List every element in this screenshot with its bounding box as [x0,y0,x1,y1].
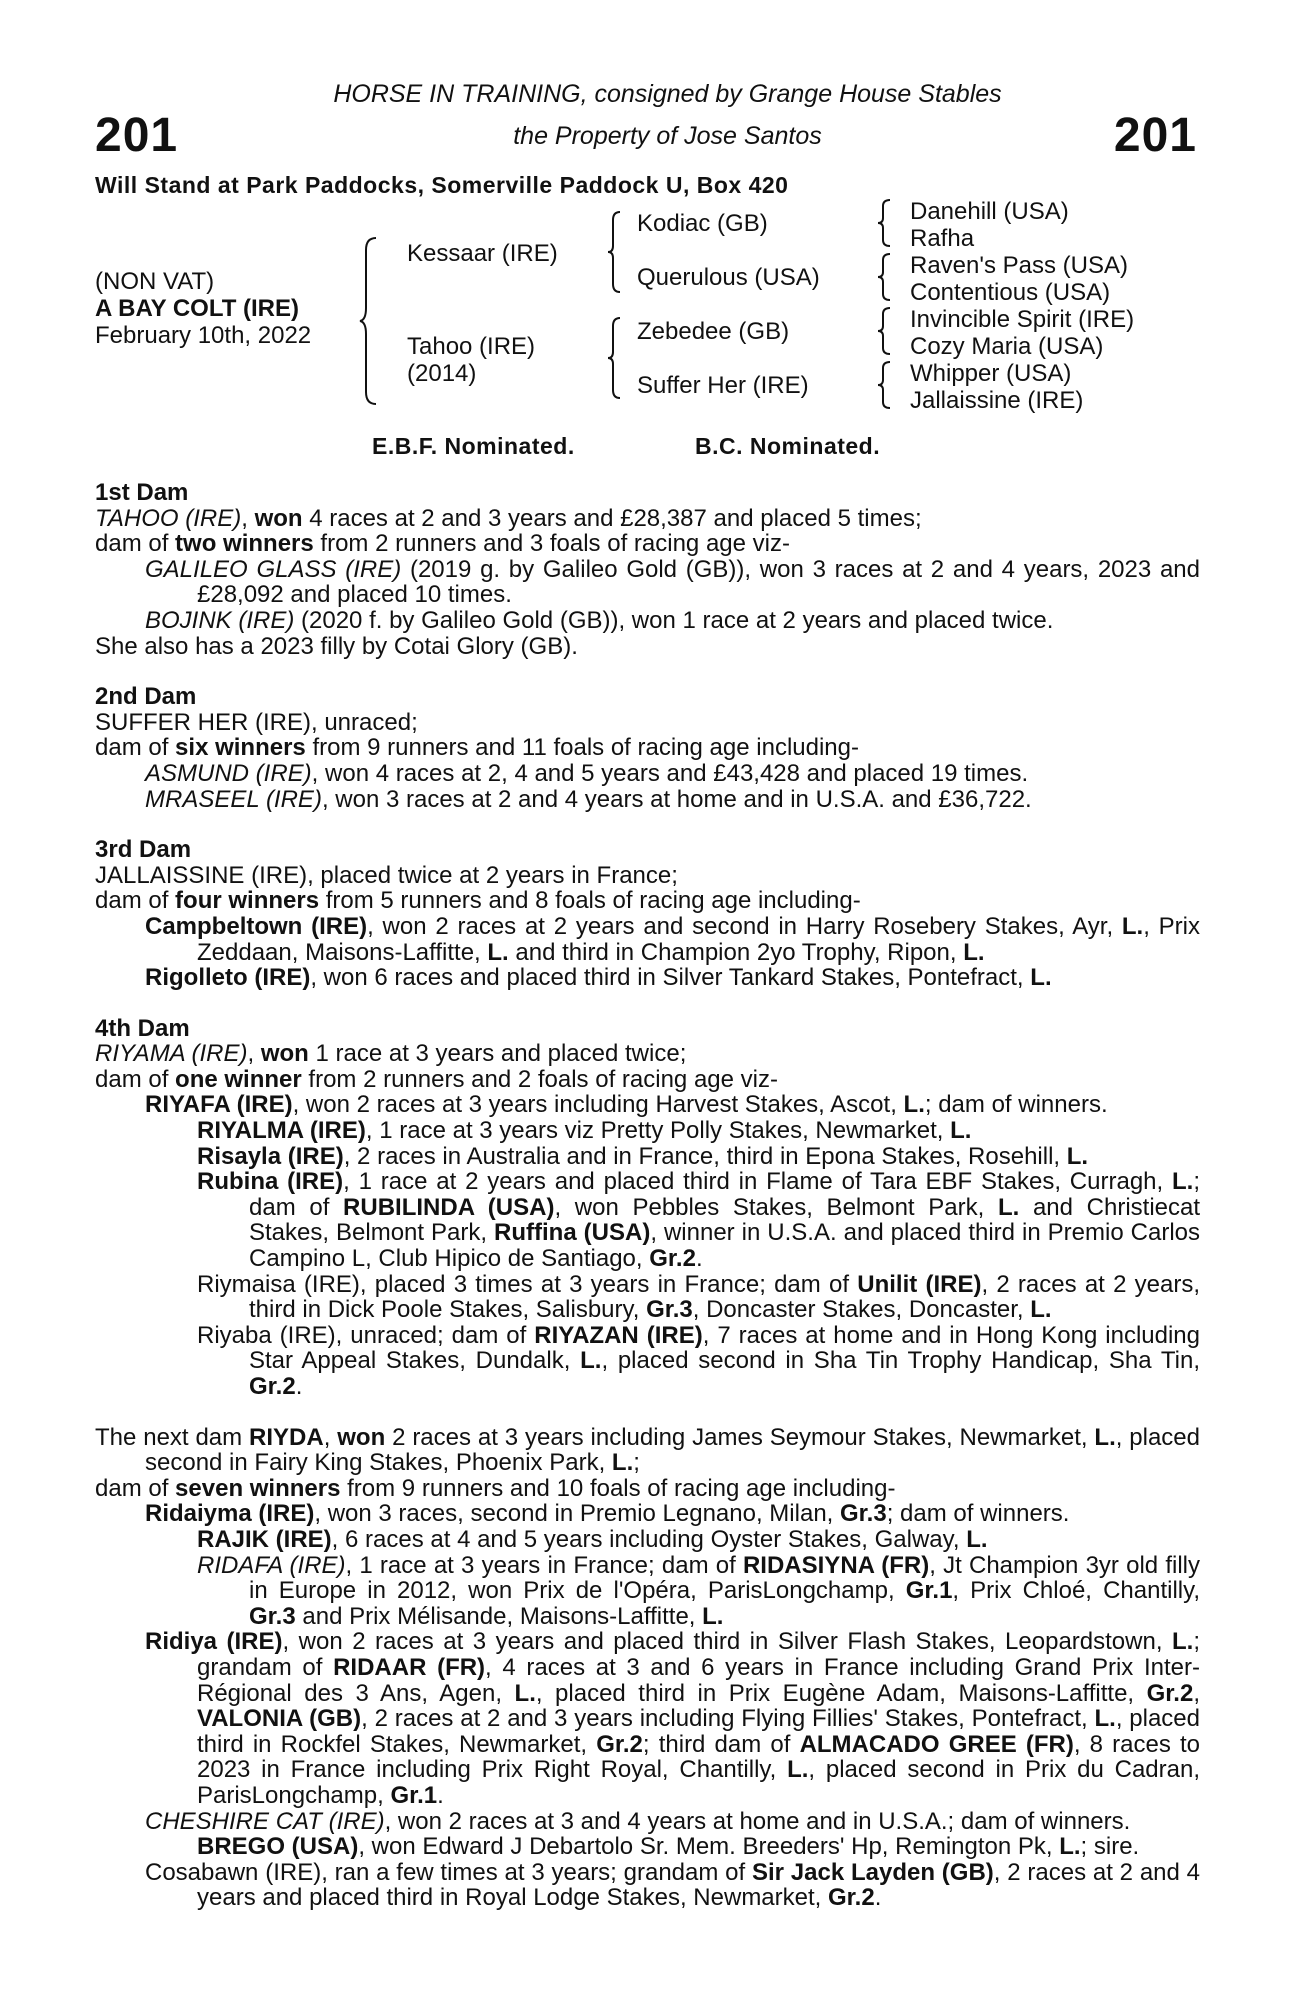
stand-location: Will Stand at Park Paddocks, Somerville Paddock U, Box 420 [95,172,789,198]
bold-text: L. [950,1117,972,1145]
text: JALLAISSINE (IRE), placed twice at 2 years in France; [95,861,678,889]
bold-text: Gr.3 [249,1602,296,1630]
text: (2020 f. by Galileo Gold (GB)), won 1 race at 2 years and placed twice. [294,606,1054,634]
entry-line [95,1501,1200,1527]
entry-line [95,1527,1200,1553]
bold-text: L. [963,938,985,966]
bold-text: RAJIK (IRE) [197,1525,332,1553]
text: , 8 races to 2023 in France including Prix Right Royal, Chantilly, [197,1730,1201,1784]
section-heading: 3rd Dam [95,836,192,864]
text: dam of [95,1065,176,1093]
bold-text: won [337,1423,386,1451]
bold-text: Gr.2 [828,1884,875,1912]
text: , Jt Champion 3yr old filly in Europe in 2012, won Prix de l'Opéra, ParisLongchamp, [249,1551,1200,1605]
bold-text: RIYAFA (IRE) [145,1091,293,1119]
text: from 9 runners and 11 foals of racing age including- [305,734,859,762]
text: , won 6 races and placed third in Silver Tankard Stakes, Pontefract, [310,964,1031,992]
italic-text: GALILEO GLASS (IRE) [145,555,402,583]
bold-text: won [254,504,303,532]
bold-text: six winners [175,734,306,762]
text: ; grandam of [197,1628,1200,1681]
text: from 2 runners and 2 foals of racing age viz- [301,1065,778,1093]
text: ; dam of winners. [886,1500,1070,1528]
bold-text: L. [514,1679,536,1707]
vat-status: (NON VAT) [95,268,215,295]
text: , 2 races at 2 and 4 years and placed third in Royal Lodge Stakes, Newmarket, [197,1858,1201,1912]
entry-line [95,761,1200,787]
pedigree-brace-g2 [876,252,892,302]
bold-text: one winner [175,1065,302,1093]
bold-text: Rubina (IRE) [197,1168,344,1196]
bold-text: BREGO (USA) [197,1833,359,1861]
text: dam of [95,530,176,558]
entry-line [95,1629,1200,1808]
pedigree-brace-g1 [876,198,892,248]
bold-text: Unilit (IRE) [857,1270,982,1298]
text: , placed third in Prix Eugène Adam, Maisons-Laffitte, [535,1679,1147,1707]
granddam-4: Jallaissine (IRE) [910,387,1084,414]
property-header: the Property of Jose Santos [513,122,822,150]
bold-text: seven winners [175,1474,341,1502]
entry-line [95,1092,1200,1118]
dam-sire: Zebedee (GB) [637,318,790,345]
entry-line [95,888,1200,914]
entry-line [95,1860,1200,1911]
text: , [1193,1679,1200,1707]
bold-text: RIYALMA (IRE) [197,1117,366,1145]
ebf-nomination: E.B.F. Nominated. [372,433,575,459]
text: ; third dam of [642,1730,800,1758]
dam-section [95,1016,1200,1400]
text: . [874,1884,882,1912]
text: ; [633,1449,640,1477]
text: , 1 race at 3 years in France; dam of [345,1551,743,1579]
lot-number-left: 201 [95,109,179,162]
bc-nomination: B.C. Nominated. [695,433,881,459]
text: 2 races at 3 years including James Seymour Stakes, Newmarket, [385,1423,1095,1451]
bold-text: RIYAZAN (IRE) [534,1321,703,1349]
entry-line [95,506,1200,532]
italic-text: CHESHIRE CAT (IRE) [145,1807,385,1835]
entry-line [95,1144,1200,1170]
bold-text: L. [1172,1168,1194,1196]
bold-text: L. [487,938,509,966]
text: , 1 race at 3 years viz Pretty Polly Stakes, Newmarket, [365,1117,951,1145]
text: , Doncaster Stakes, Doncaster, [692,1296,1031,1324]
dam-section [95,480,1200,659]
text: , 6 races at 4 and 5 years including Oyster Stakes, Galway, [331,1525,967,1553]
text: Cosabawn (IRE), ran a few times at 3 years; grandam of [145,1858,752,1886]
bold-text: L. [1172,1628,1194,1656]
entry-line [95,1041,1200,1067]
entry-line [95,1553,1200,1630]
text: , winner in U.S.A. and placed third in Premio Carlos Campino L, Club Hipico de Santiago, [249,1219,1201,1273]
text: , 1 race at 2 years and placed third in Flame of Tara EBF Stakes, Curragh, [343,1168,1172,1196]
text: from 5 runners and 8 foals of racing age including- [319,887,861,915]
bold-text: Gr.1 [390,1781,438,1809]
text: from 2 runners and 3 foals of racing age viz- [313,530,790,558]
text: , placed second in Prix du Cadran, ParisLongchamp, [197,1756,1200,1809]
grandsire-1: Danehill (USA) [910,198,1069,225]
italic-text: RIYAMA (IRE) [95,1040,248,1068]
text: , Prix Zeddaan, Maisons-Laffitte, [197,912,1200,966]
text: She also has a 2023 filly by Cotai Glory (GB). [95,632,578,660]
entry-line [95,634,1200,660]
italic-text: MRASEEL (IRE) [145,785,322,813]
italic-text: TAHOO (IRE) [95,504,242,532]
bold-text: Ruffina (USA) [494,1219,651,1247]
bold-text: L. [702,1602,724,1630]
text: , won 2 races at 3 years including Harvest Stakes, Ascot, [292,1091,904,1119]
bold-text: RIYDA [249,1423,324,1451]
bold-text: L. [1094,1705,1116,1733]
bold-text: won [260,1040,309,1068]
text: , 7 races at home and in Hong Kong including Star Appeal Stakes, Dundalk, [249,1321,1200,1375]
bold-text: Gr.2 [596,1730,643,1758]
pedigree-brace-main [358,236,380,406]
dam-section [95,684,1200,812]
text: , won Pebbles Stakes, Belmont Park, [554,1193,998,1221]
consignment-header: HORSE IN TRAINING, consigned by Grange House Stables [333,80,1002,108]
text: , won 2 races at 2 years and second in Harry Rosebery Stakes, Ayr, [367,912,1122,940]
text: (2019 g. by Galileo Gold (GB)), won 3 races at 2 and 4 years, 2023 and £28,092 and placed 10 times. [197,555,1200,609]
text: and Christiecat Stakes, Belmont Park, [249,1193,1201,1247]
entry-line [95,1272,1200,1323]
text: , won 2 races at 3 years and placed third in Silver Flash Stakes, Leopardstown, [282,1628,1172,1656]
text: ; dam of [249,1168,1200,1221]
text: , placed third in Rockfel Stakes, Newmarket, [197,1705,1201,1758]
bold-text: Gr.2 [1146,1679,1194,1707]
italic-text: BOJINK (IRE) [145,606,295,634]
entry-line [95,914,1200,965]
text: dam of [95,734,176,762]
italic-text: RIDAFA (IRE) [197,1551,346,1579]
bold-text: L. [997,1193,1020,1221]
text: , won 2 races at 3 and 4 years at home and in U.S.A.; dam of winners. [384,1807,1131,1835]
entry-line [95,1067,1200,1093]
sire: Kessaar (IRE) [407,240,558,267]
text: , Prix Chloé, Chantilly, [952,1577,1200,1605]
entry-line [95,1809,1200,1835]
text: and third in Champion 2yo Trophy, Ripon, [508,938,964,966]
text: , won 3 races, second in Premio Legnano, Milan, [314,1500,840,1528]
text: and Prix Mélisande, Maisons-Laffitte, [295,1602,703,1630]
text: , placed second in Sha Tin Trophy Handicap, Sha Tin, [601,1347,1200,1375]
entry-line [95,1118,1200,1144]
entry-line [95,1425,1200,1476]
entry-line [95,1323,1200,1400]
bold-text: Campbeltown (IRE) [145,912,368,940]
grandsire-4: Whipper (USA) [910,360,1072,387]
bold-text: Gr.2 [649,1245,696,1273]
entry-line [95,557,1200,608]
dam-dam: Suffer Her (IRE) [637,372,809,399]
bold-text: RIDASIYNA (FR) [742,1551,930,1579]
text: , won 4 races at 2, 4 and 5 years and £43,428 and placed 19 times. [311,759,1029,787]
bold-text: Gr.1 [905,1577,953,1605]
entry-line [95,863,1200,889]
bold-text: four winners [175,887,320,915]
text: dam of [95,887,176,915]
bold-text: L. [580,1347,602,1375]
text: , [247,1040,261,1068]
pedigree-brace-g4 [876,360,892,410]
granddam-2: Contentious (USA) [910,279,1111,306]
dam-year: (2014) [407,360,477,387]
text: , 4 races at 3 and 6 years in France including Grand Prix Inter-Régional des 3 Ans, Agen, [197,1653,1200,1707]
bold-text: Gr.3 [840,1500,887,1528]
granddam-3: Cozy Maria (USA) [910,333,1104,360]
text: . [295,1373,303,1400]
bold-text: Ridaiyma (IRE) [145,1500,315,1528]
bold-text: L. [966,1525,988,1553]
text: , 2 races at 2 years, third in Dick Poole Stakes, Salisbury, [249,1270,1200,1324]
bold-text: L. [903,1091,925,1119]
bold-text: Gr.3 [646,1296,693,1324]
pedigree-brace-sire [606,210,622,294]
text: 1 race at 3 years and placed twice; [308,1040,687,1068]
dam: Tahoo (IRE) [407,333,536,360]
text: dam of [95,1474,176,1502]
text: from 9 runners and 10 foals of racing age including- [340,1474,896,1502]
bold-text: RUBILINDA (USA) [343,1193,555,1221]
bold-text: Gr.2 [249,1373,296,1400]
pedigree-brace-dam [606,316,622,400]
bold-text: VALONIA (GB) [197,1705,362,1733]
text: , [241,504,255,532]
entry-line [95,965,1200,991]
section-heading: 4th Dam [95,1014,190,1042]
catalogue-body [95,480,1200,1911]
bold-text: L. [1030,964,1052,992]
bold-text: L. [1030,1296,1052,1324]
bold-text: L. [1059,1833,1081,1861]
bold-text: L. [1121,912,1144,940]
bold-text: Rigolleto (IRE) [145,964,311,992]
grandsire-2: Raven's Pass (USA) [910,252,1128,279]
text: ; sire. [1080,1833,1140,1861]
bold-text: L. [1094,1423,1116,1451]
text: , won 3 races at 2 and 4 years at home and in U.S.A. and £36,722. [321,785,1032,813]
entry-line [95,735,1200,761]
bold-text: RIDAAR (FR) [333,1653,486,1681]
entry-line [95,608,1200,634]
section-heading: 1st Dam [95,479,189,506]
entry-line [95,1834,1200,1860]
bold-text: L. [611,1449,634,1477]
bold-text: Risayla (IRE) [197,1142,344,1170]
text: The next dam [95,1423,250,1451]
text: SUFFER HER (IRE), unraced; [95,708,418,736]
text: Riymaisa (IRE), placed 3 times at 3 years in France; dam of [197,1270,858,1298]
grandsire-3: Invincible Spirit (IRE) [910,306,1135,333]
entry-line [95,531,1200,557]
text: , 2 races at 2 and 3 years including Flying Fillies' Stakes, Pontefract, [361,1705,1095,1733]
text: ; dam of winners. [924,1091,1108,1119]
text: . [695,1245,703,1273]
foaling-date: February 10th, 2022 [95,322,312,349]
dam-section [95,1425,1200,1911]
pedigree-brace-g3 [876,306,892,356]
text: 4 races at 2 and 3 years and £28,387 and placed 5 times; [302,504,922,532]
sire-sire: Kodiac (GB) [637,210,768,237]
text: Riyaba (IRE), unraced; dam of [197,1321,535,1349]
section-heading: 2nd Dam [95,683,197,711]
italic-text: ASMUND (IRE) [145,759,312,787]
lot-number-right: 201 [1113,109,1197,162]
entry-line [95,710,1200,736]
entry-line [95,1476,1200,1502]
text: , 2 races in Australia and in France, third in Epona Stakes, Rosehill, [343,1142,1067,1170]
text: , won Edward J Debartolo Sr. Mem. Breeders' Hp, Remington Pk, [358,1833,1060,1861]
bold-text: Ridiya (IRE) [145,1628,283,1656]
bold-text: L. [1066,1142,1089,1170]
entry-line [95,1169,1200,1271]
bold-text: Sir Jack Layden (GB) [751,1858,994,1886]
bold-text: L. [787,1756,809,1784]
text: . [437,1781,444,1809]
bold-text: ALMACADO GREE (FR) [799,1730,1074,1758]
bold-text: two winners [175,530,314,558]
text: , placed second in Fairy King Stakes, Phoenix Park, [145,1423,1200,1477]
sire-dam: Querulous (USA) [637,264,820,291]
horse-name: A BAY COLT (IRE) [95,295,300,322]
dam-section [95,837,1200,991]
text: , [323,1423,338,1451]
granddam-1: Rafha [910,225,975,252]
entry-line [95,787,1200,813]
